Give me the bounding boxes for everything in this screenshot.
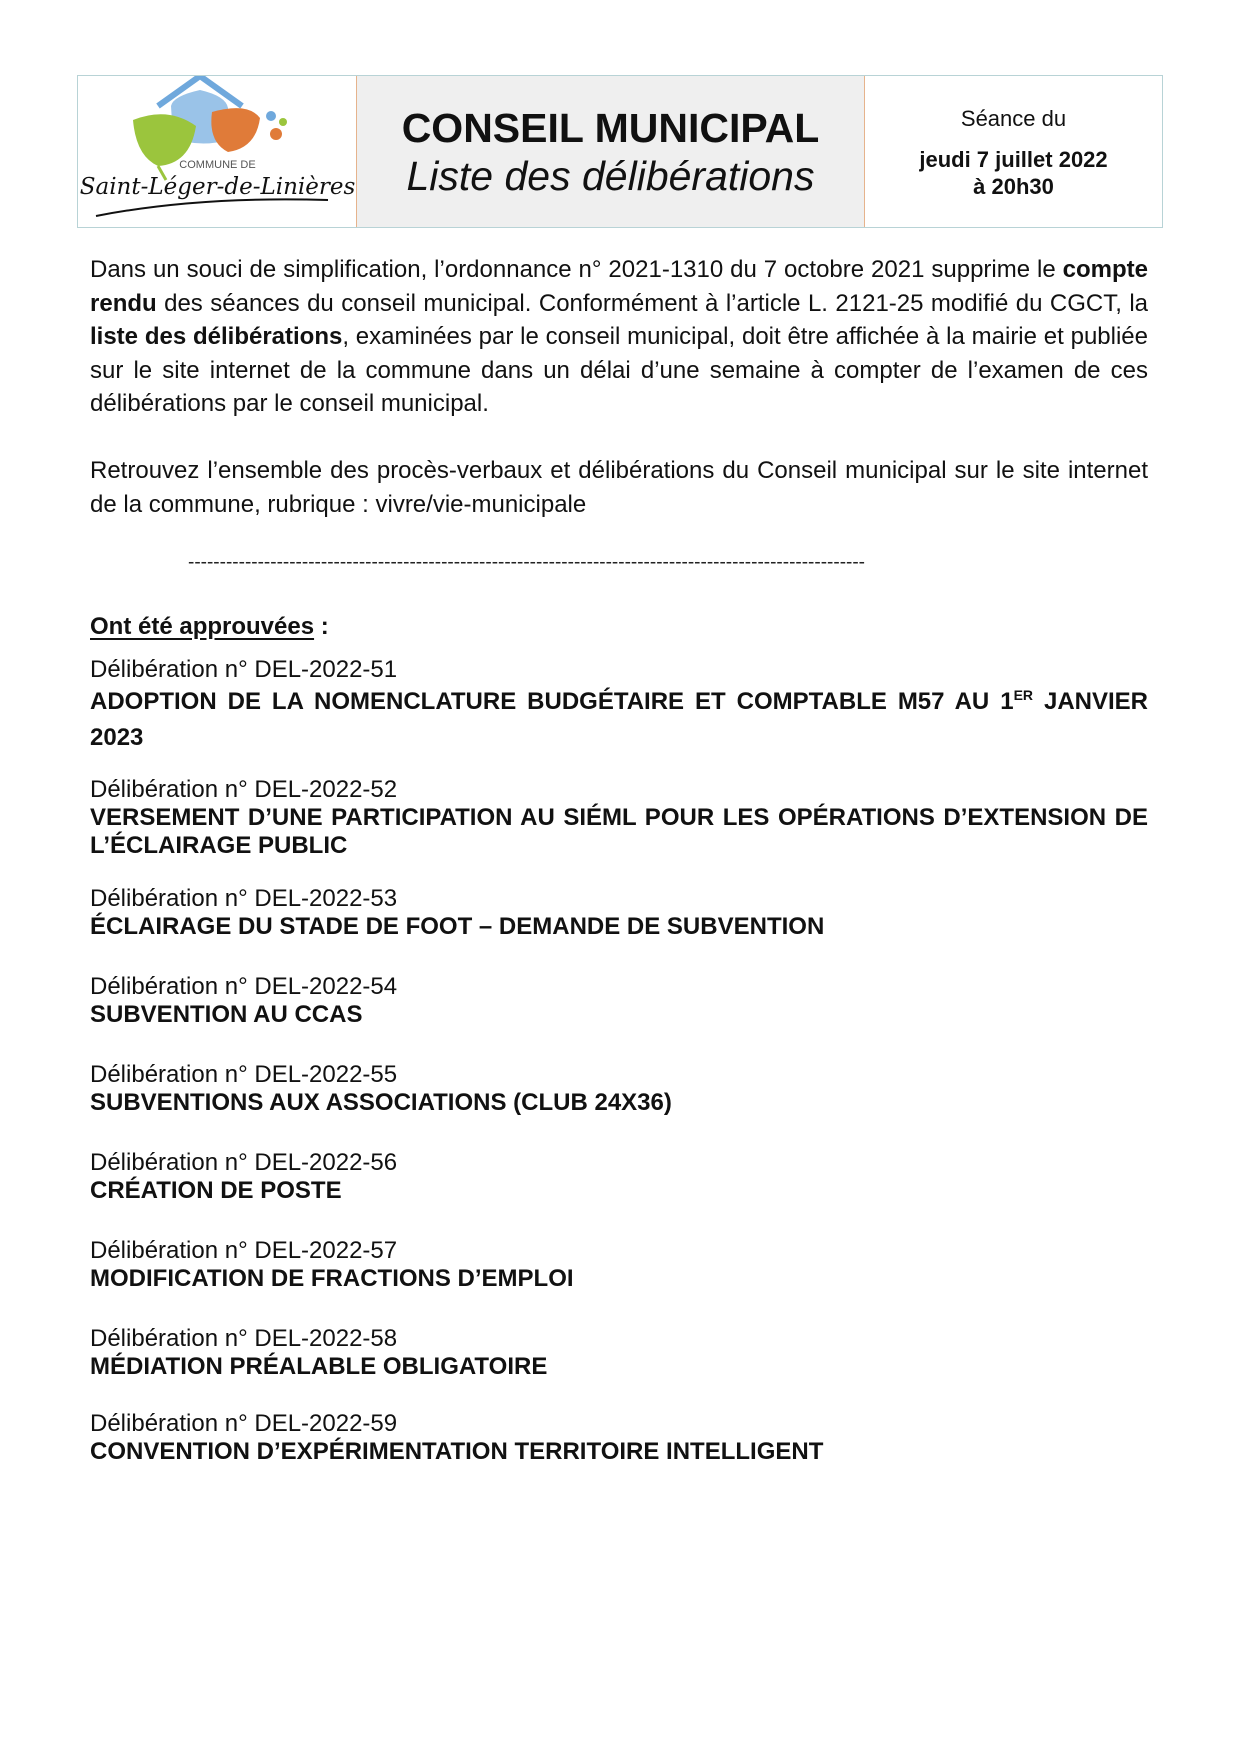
deliberation-item	[90, 1410, 1148, 1466]
deliberation-number: Délibération n° DEL-2022-58	[90, 1325, 398, 1352]
deliberation-number: Délibération n° DEL-2022-54	[90, 973, 398, 1000]
intro-text: , examinées par le conseil municipal, doit être affichée à la mairie et publiée sur le site internet de la commune dans un délai d’une semaine à compter de l’examen de ces délibérations par le conseil municipal.	[90, 323, 1148, 417]
intro-bold-compte-rendu: compte rendu	[90, 256, 1148, 317]
deliberation-number: Délibération n° DEL-2022-57	[90, 1237, 398, 1264]
deliberation-item	[90, 1325, 1148, 1381]
intro-text: des séances du conseil municipal. Conformément à l’article L. 2121-25 modifié du CGCT, la	[156, 289, 1148, 317]
approved-heading	[90, 612, 329, 642]
deliberation-title: VERSEMENT D’UNE PARTICIPATION AU SIÉML POUR LES OPÉRATIONS D’EXTENSION DE L’ÉCLAIRAGE PUBLIC	[90, 804, 1148, 859]
commune-prefix: COMMUNE DE	[179, 159, 256, 171]
deliberation-item	[90, 1061, 1148, 1117]
deliberation-item	[90, 1237, 1148, 1293]
deliberation-title: MÉDIATION PRÉALABLE OBLIGATOIRE	[90, 1353, 548, 1380]
deliberation-number: Délibération n° DEL-2022-53	[90, 885, 398, 912]
logo-cell	[78, 76, 357, 227]
intro-text: Dans un souci de simplification, l’ordonnance n° 2021-1310 du 7 octobre 2021 supprime le	[90, 256, 1063, 283]
deliberation-title	[90, 684, 1148, 756]
deliberation-title-sup: ER	[1013, 687, 1034, 703]
intro-paragraph	[90, 253, 1148, 421]
approved-colon: :	[314, 613, 329, 640]
intro-bold-liste: liste des délibérations	[90, 323, 343, 350]
deliberation-number: Délibération n° DEL-2022-51	[90, 656, 398, 683]
deliberation-item	[90, 656, 1148, 756]
deliberation-number: Délibération n° DEL-2022-55	[90, 1061, 398, 1088]
deliberation-item	[90, 1149, 1148, 1205]
deliberation-title-end: JANVIER 2023	[90, 688, 1149, 751]
header-table	[77, 75, 1163, 228]
deliberation-number: Délibération n° DEL-2022-59	[90, 1410, 398, 1437]
title-cell	[357, 76, 865, 227]
commune-name: Saint-Léger-de-Linières	[79, 174, 356, 200]
seance-time: à 20h30	[973, 174, 1054, 199]
deliberation-number: Délibération n° DEL-2022-52	[90, 776, 398, 803]
page-title: CONSEIL MUNICIPAL	[401, 104, 820, 151]
deliberation-item	[90, 973, 1148, 1029]
seance-cell	[865, 76, 1162, 227]
separator-line: -----------------------------------------------------------------------------------------------------------	[188, 552, 866, 573]
deliberation-title: SUBVENTIONS AUX ASSOCIATIONS (CLUB 24X36)	[90, 1089, 672, 1116]
intro-paragraph-2: Retrouvez l’ensemble des procès-verbaux et délibérations du Conseil municipal sur le site internet de la commune, rubrique : vivre/vie-municipale	[90, 457, 1148, 518]
deliberation-item	[90, 885, 1148, 941]
deliberation-title: CRÉATION DE POSTE	[90, 1177, 342, 1204]
seance-label: Séance du	[960, 106, 1067, 131]
seance-date: jeudi 7 juillet 2022	[919, 147, 1108, 172]
deliberation-title: ÉCLAIRAGE DU STADE DE FOOT – DEMANDE DE SUBVENTION	[90, 913, 825, 940]
deliberation-number: Délibération n° DEL-2022-56	[90, 1149, 398, 1176]
page-subtitle: Liste des délibérations	[406, 152, 815, 199]
deliberation-title: SUBVENTION AU CCAS	[90, 1001, 363, 1028]
deliberation-item	[90, 776, 1148, 860]
approved-label: Ont été approuvées	[90, 613, 315, 640]
deliberation-title: MODIFICATION DE FRACTIONS D’EMPLOI	[90, 1265, 574, 1292]
commune-logo	[78, 76, 357, 229]
deliberation-title-text: ADOPTION DE LA NOMENCLATURE BUDGÉTAIRE ET COMPTABLE M57 AU 1	[90, 688, 1014, 715]
deliberation-title: CONVENTION D’EXPÉRIMENTATION TERRITOIRE INTELLIGENT	[90, 1438, 824, 1465]
